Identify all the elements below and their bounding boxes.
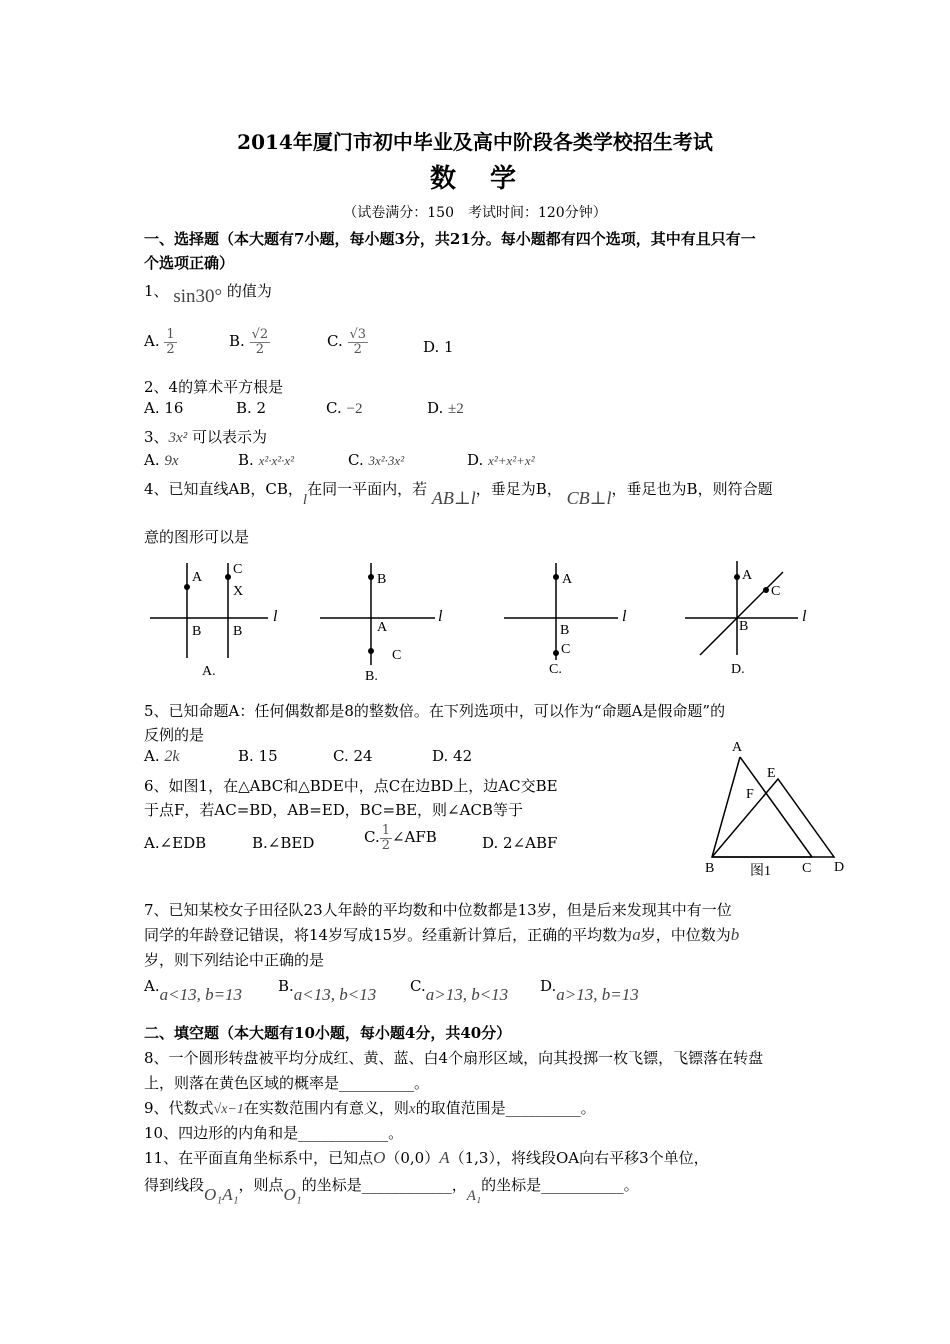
q7-stem-line2 bbox=[144, 924, 739, 945]
fig-d-label-c: C bbox=[771, 584, 781, 599]
q7-option-c bbox=[410, 976, 509, 1004]
q4-line-l: l bbox=[302, 492, 308, 508]
q4-figure-c bbox=[504, 563, 627, 677]
section2-header: 二、填空题（本大题有10小题，每小题4分，共40分） bbox=[144, 1024, 512, 1042]
fig-d-caption: D. bbox=[731, 662, 745, 677]
q11-segment: O₁A₁ bbox=[204, 1185, 239, 1204]
q7-option-a bbox=[144, 976, 243, 1004]
q6-figure-1 bbox=[700, 735, 860, 885]
q8-stem-line1: 8、一个圆形转盘被平均分成红、黄、蓝、白4个扇形区域，向其投掷一枚飞镖，飞镖落在转盘 bbox=[144, 1049, 764, 1067]
fig-d-label-a: A bbox=[742, 568, 753, 583]
fig-a-label-b2: B bbox=[233, 624, 243, 639]
q7-option-d bbox=[540, 976, 639, 1004]
fig-a-point-c bbox=[225, 574, 231, 580]
q4-part2: 在同一平面内，若 bbox=[307, 480, 428, 498]
fig1-label-f: F bbox=[746, 787, 754, 802]
q11-stem-line2 bbox=[144, 1174, 639, 1204]
q6-option-c-fraction: $\frac{1}{2}$ bbox=[381, 823, 390, 853]
segment-ac bbox=[740, 757, 812, 857]
q2-stem: 2、4的算术平方根是 bbox=[144, 378, 284, 396]
q4-figure-a bbox=[150, 562, 278, 679]
fig-c-point-a bbox=[553, 574, 559, 580]
q7-option-b-label: B. bbox=[278, 977, 294, 995]
q11-stem-line1 bbox=[144, 1147, 709, 1168]
q3-option-c-value: 3x²·3x² bbox=[368, 453, 405, 468]
triangle-abc bbox=[712, 757, 812, 857]
q7-var-a: a bbox=[632, 925, 641, 944]
fig1-label-a: A bbox=[732, 740, 743, 755]
subject-title: 数 学 bbox=[429, 164, 520, 194]
fig-d-label-l: l bbox=[802, 608, 807, 625]
q5-option-b: B. 15 bbox=[238, 747, 278, 765]
q6-option-b: B.∠BED bbox=[252, 834, 315, 852]
fig-b-point-c bbox=[368, 648, 374, 654]
q3-option-b-value: x²·x²·x² bbox=[258, 453, 295, 468]
q3-option-d bbox=[467, 451, 535, 469]
fig-c-label-l: l bbox=[622, 608, 627, 625]
q2-option-d-label: D. bbox=[427, 399, 444, 417]
q7-option-a-value: a<13, b=13 bbox=[159, 985, 243, 1004]
fig-b-label-c: C bbox=[392, 648, 402, 663]
exam-title: 2014年厦门市初中毕业及高中阶段各类学校招生考试 bbox=[237, 130, 713, 154]
q2-option-b: B. 2 bbox=[236, 399, 267, 417]
q11-part1: 11、在平面直角坐标系中，已知点 bbox=[144, 1149, 374, 1167]
q1-expression: sin30° bbox=[173, 286, 223, 307]
section1-header-line2: 个选项正确） bbox=[144, 254, 235, 272]
fig1-label-e: E bbox=[767, 766, 776, 781]
q7-option-d-value: a>13, b=13 bbox=[556, 985, 639, 1004]
q1-stem bbox=[144, 280, 272, 307]
fig-b-caption: B. bbox=[365, 669, 378, 684]
q1-option-b-label: B. bbox=[229, 332, 245, 351]
q7-var-b: b bbox=[730, 925, 740, 944]
fig-a-caption: A. bbox=[202, 664, 216, 679]
q2-option-c bbox=[326, 399, 362, 418]
q3-option-a-value: 9x bbox=[164, 453, 179, 469]
fig-b-label-b: B bbox=[377, 572, 387, 587]
q4-expr2: CB⊥l bbox=[566, 488, 612, 508]
q9-expression: √x−1 bbox=[213, 1102, 244, 1117]
q2-option-a: A. 16 bbox=[144, 399, 184, 417]
q4-expr1: AB⊥l bbox=[431, 488, 476, 508]
q2-option-c-label: C. bbox=[326, 399, 342, 417]
q4-stem-line2: 意的图形可以是 bbox=[144, 528, 250, 546]
q1-option-c bbox=[327, 328, 368, 356]
q2-option-c-value: −2 bbox=[346, 401, 363, 417]
q7-option-c-value: a>13, b<13 bbox=[425, 985, 509, 1004]
q1-number: 1、 bbox=[144, 282, 169, 300]
q3-tail: 可以表示为 bbox=[191, 428, 267, 446]
q3-option-c-label: C. bbox=[348, 451, 364, 469]
fig-c-label-c: C bbox=[561, 642, 571, 657]
fig-c-point-c bbox=[553, 650, 559, 656]
fig1-label-b: B bbox=[705, 861, 715, 876]
fig-d-point-c bbox=[763, 587, 769, 593]
q9-var-x: x bbox=[408, 1101, 416, 1117]
q3-option-b bbox=[238, 451, 294, 469]
fig-d-label-b: B bbox=[739, 619, 749, 634]
fig-a-point-a bbox=[184, 584, 190, 590]
q6-option-c bbox=[364, 824, 437, 852]
q11-point-o1: O₁ bbox=[283, 1185, 302, 1204]
fig-a-label-l: l bbox=[273, 608, 278, 625]
q4-figure-d bbox=[685, 561, 807, 677]
q1-option-d: D. 1 bbox=[423, 338, 454, 356]
q6-option-c-label: C. bbox=[364, 828, 380, 847]
q11-line2-part3: 的坐标是____________， bbox=[301, 1176, 467, 1194]
q3-option-a-label: A. bbox=[144, 451, 160, 469]
q3-option-a bbox=[144, 451, 179, 470]
q2-option-d-value: ±2 bbox=[448, 401, 464, 417]
fig-b-point-b bbox=[368, 574, 374, 580]
fig-a-label-b1: B bbox=[192, 624, 202, 639]
q11-a-coord: （1,3） bbox=[449, 1149, 496, 1167]
q3-option-d-label: D. bbox=[467, 451, 484, 469]
q3-option-b-label: B. bbox=[238, 451, 254, 469]
q6-stem-line1: 6、如图1，在△ABC和△BDE中，点C在边BD上，边AC交BE bbox=[144, 777, 558, 795]
q7-option-a-label: A. bbox=[144, 977, 160, 995]
q6-stem-line2: 于点F，若AC=BD，AB=ED，BC=BE，则∠ACB等于 bbox=[144, 801, 523, 819]
q5-stem-line2: 反例的是 bbox=[144, 726, 205, 744]
q6-option-c-tail: ∠AFB bbox=[392, 828, 437, 847]
q1-tail: 的值为 bbox=[226, 282, 272, 300]
q11-o-coord: （0,0） bbox=[385, 1149, 440, 1167]
q4-part4: ，垂足也为B，则符合题 bbox=[611, 480, 773, 498]
fig-b-label-l: l bbox=[438, 608, 443, 625]
q1-option-b-fraction: $\frac{√2}{2}$ bbox=[251, 327, 269, 357]
q7-line2-part1: 同学的年龄登记错误，将14岁写成15岁。经重新计算后，正确的平均数为 bbox=[144, 926, 633, 944]
q5-option-c: C. 24 bbox=[333, 747, 373, 765]
fig1-caption: 图1 bbox=[750, 864, 771, 879]
q7-option-c-label: C. bbox=[410, 977, 426, 995]
q5-option-a-value: 2k bbox=[164, 748, 180, 765]
fig1-label-d: D bbox=[834, 860, 845, 875]
q1-option-c-label: C. bbox=[327, 332, 343, 351]
q1-option-c-fraction: $\frac{√3}{2}$ bbox=[349, 327, 367, 357]
q9-part3: 的取值范围是__________。 bbox=[415, 1099, 596, 1117]
q11-point-a1: A₁ bbox=[466, 1188, 482, 1204]
fig-a-label-x: X bbox=[233, 584, 244, 599]
q6-option-d: D. 2∠ABF bbox=[482, 834, 558, 852]
q8-stem-line2: 上，则落在黄色区域的概率是__________。 bbox=[144, 1074, 430, 1092]
q9-part2: 在实数范围内有意义，则 bbox=[243, 1099, 409, 1117]
q11-line2-part2: ，则点 bbox=[238, 1176, 284, 1194]
fig-c-caption: C. bbox=[549, 662, 562, 677]
q11-point-o: O bbox=[373, 1148, 386, 1167]
q6-option-a: A.∠EDB bbox=[144, 834, 207, 852]
q5-option-d: D. 42 bbox=[432, 747, 473, 765]
fig-c-label-a: A bbox=[562, 572, 573, 587]
q7-stem-line3: 岁，则下列结论中正确的是 bbox=[144, 951, 325, 969]
q7-option-b-value: a<13, b<13 bbox=[293, 985, 377, 1004]
q11-point-a: A bbox=[439, 1148, 450, 1167]
q11-line2-part4: 的坐标是___________。 bbox=[481, 1176, 639, 1194]
q11-line2-part1: 得到线段 bbox=[144, 1176, 205, 1194]
fig-d-point-a bbox=[734, 574, 740, 580]
q9-stem bbox=[144, 1097, 596, 1118]
q9-part1: 9、代数式 bbox=[144, 1099, 214, 1117]
q2-option-d bbox=[427, 399, 464, 418]
q3-number: 3、 bbox=[144, 428, 169, 446]
q7-option-b bbox=[278, 976, 377, 1004]
q11-part2: ，将线段OA向右平移3个单位， bbox=[495, 1149, 709, 1167]
q4-part3: ，垂足为B， bbox=[475, 480, 562, 498]
q1-option-b bbox=[229, 328, 270, 356]
fig1-label-c: C bbox=[802, 861, 812, 876]
q3-stem bbox=[144, 426, 267, 447]
q3-expression: 3x² bbox=[168, 430, 188, 446]
exam-info: （试卷满分：150 考试时间：120分钟） bbox=[343, 205, 607, 221]
fig-c-label-b: B bbox=[560, 623, 570, 638]
q5-stem-line1: 5、已知命题A：任何偶数都是8的整数倍。在下列选项中，可以作为“命题A是假命题”的 bbox=[144, 702, 726, 720]
q10-stem: 10、四边形的内角和是____________。 bbox=[144, 1124, 404, 1142]
fig-a-label-c: C bbox=[233, 562, 243, 577]
q5-option-a bbox=[144, 747, 180, 766]
q4-stem-line1 bbox=[144, 478, 773, 508]
q1-option-a bbox=[144, 328, 177, 356]
q5-option-a-label: A. bbox=[144, 747, 160, 765]
q3-option-d-value: x²+x²+x² bbox=[488, 453, 535, 468]
q3-option-c bbox=[348, 451, 404, 469]
q4-figures bbox=[140, 555, 820, 685]
q4-figure-b bbox=[320, 563, 443, 684]
section1-header-line1: 一、选择题（本大题有7小题，每小题3分，共21分。每小题都有四个选项，其中有且只有一 bbox=[144, 230, 756, 248]
q7-stem-line1: 7、已知某校女子田径队23人年龄的平均数和中位数都是13岁，但是后来发现其中有一位 bbox=[144, 901, 732, 919]
fig-a-label-a: A bbox=[192, 570, 203, 585]
q7-line2-part2: 岁，中位数为 bbox=[640, 926, 731, 944]
q7-option-d-label: D. bbox=[540, 977, 557, 995]
fig-b-label-a: A bbox=[377, 620, 388, 635]
q1-option-a-label: A. bbox=[144, 332, 160, 351]
q1-option-a-fraction: $\frac{1}{2}$ bbox=[166, 327, 175, 357]
q4-part1: 4、已知直线AB，CB， bbox=[144, 480, 303, 498]
